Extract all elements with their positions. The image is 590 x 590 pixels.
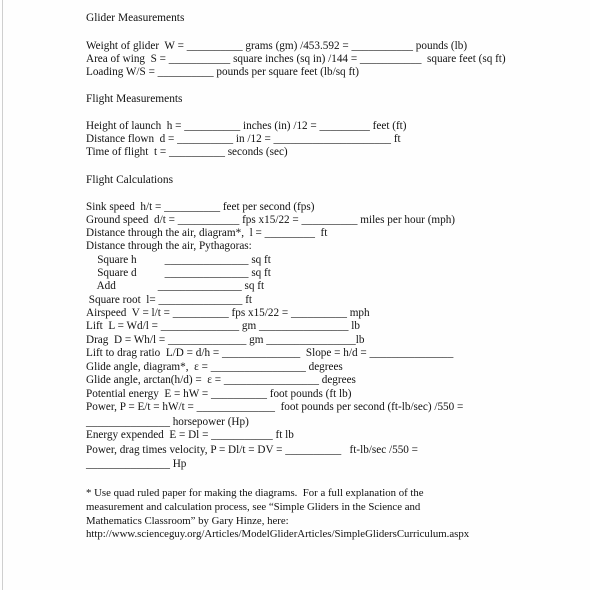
footnote-url: http://www.scienceguy.org/Articles/ModelGliderArticles/SimpleGlidersCurriculum.aspx [86, 528, 470, 540]
footnote-line-2: measurement and calculation process, see “Simple Gliders in the Science and [86, 501, 421, 513]
weight-line: Weight of glider W = __________ grams (gm) /453.592 = ___________ pounds (lb) [86, 40, 468, 52]
flight-time-line: Time of flight t = __________ seconds (sec) [86, 146, 288, 158]
glider-measurements-heading: Glider Measurements [86, 12, 185, 24]
square-root-line: Square root l= _______________ ft [86, 294, 253, 306]
sink-speed-line: Sink speed h/t = __________ feet per second (fps) [86, 201, 315, 213]
page-edge [2, 0, 3, 590]
add-line: Add _______________ sq ft [86, 280, 265, 292]
launch-height-line: Height of launch h = __________ inches (in) /12 = _________ feet (ft) [86, 120, 407, 132]
loading-line: Loading W/S = __________ pounds per square feet (lb/sq ft) [86, 66, 360, 78]
energy-expended-line: Energy expended E = Dl = ___________ ft lb [86, 429, 294, 441]
flight-measurements-heading: Flight Measurements [86, 93, 183, 105]
wing-area-line: Area of wing S = ___________ square inches (sq in) /144 = ___________ square feet (sq ft) [86, 53, 506, 65]
power-line: Power, P = E/t = hW/t = ______________ foot pounds per second (ft-lb/sec) /550 = [86, 401, 464, 413]
air-distance-pythagoras-line: Distance through the air, Pythagoras: [86, 240, 252, 252]
lift-drag-ratio-line: Lift to drag ratio L/D = d/h = ______________ Slope = h/d = _______________ [86, 347, 454, 359]
flight-calculations-heading: Flight Calculations [86, 174, 174, 186]
distance-flown-line: Distance flown d = __________ in /12 = _____________________ ft [86, 133, 401, 145]
hp-line: _______________ Hp [86, 458, 187, 470]
square-h-line: Square h _______________ sq ft [86, 254, 271, 266]
glide-angle-arctan-line: Glide angle, arctan(h/d) = ε = _________________ degrees [86, 374, 356, 386]
airspeed-line: Airspeed V = l/t = __________ fps x15/22 = __________ mph [86, 307, 370, 319]
lift-line: Lift L = Wd/l = ______________ gm ________________ lb [86, 320, 360, 332]
footnote-line-1: * Use quad ruled paper for making the diagrams. For a full explanation of the [86, 487, 424, 499]
glide-angle-diagram-line: Glide angle, diagram*, ε = _________________ degrees [86, 361, 343, 373]
potential-energy-line: Potential energy E = hW = __________ foot pounds (ft lb) [86, 388, 352, 400]
drag-power-line: Power, drag times velocity, P = Dl/t = DV = __________ ft-lb/sec /550 = [86, 444, 418, 456]
horsepower-line: _______________ horsepower (Hp) [86, 416, 249, 428]
drag-line: Drag D = Wh/l = ______________ gm ________________lb [86, 334, 365, 346]
air-distance-diagram-line: Distance through the air, diagram*, l = _________ ft [86, 227, 328, 239]
ground-speed-line: Ground speed d/t = ___________ fps x15/22 = __________ miles per hour (mph) [86, 214, 456, 226]
square-d-line: Square d _______________ sq ft [86, 267, 271, 279]
footnote-line-3: Mathematics Classroom” by Gary Hinze, here: [86, 515, 289, 527]
